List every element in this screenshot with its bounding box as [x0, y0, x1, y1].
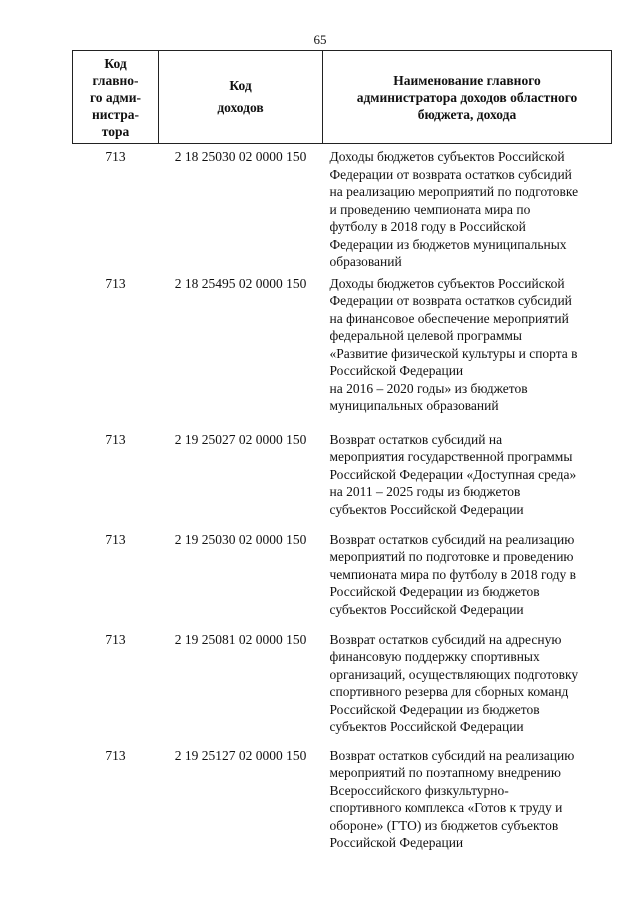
income-name-line: мероприятий по поэтапному внедрению — [329, 765, 561, 780]
income-name-line: мероприятия государственной программы — [329, 449, 573, 464]
table-row — [73, 527, 612, 627]
admin-code-cell: 713 — [105, 531, 126, 547]
income-name-line: организаций, осуществляющих подготовку — [329, 666, 579, 682]
header-admin-code-line: главно- — [92, 72, 139, 88]
income-name-line: Российской Федерации — [329, 363, 464, 378]
income-code-cell: 2 19 25127 02 0000 150 — [174, 747, 307, 763]
income-name-line: и проведению чемпионата мира по — [329, 201, 531, 217]
income-name-line: Федерации от возврата остатков субсидий — [329, 166, 572, 182]
table-row — [73, 743, 612, 859]
header-income-code-line: доходов — [217, 100, 264, 115]
income-name-line: Всероссийского физкультурно- — [329, 782, 509, 798]
admin-code-cell: 713 — [105, 275, 126, 291]
admin-code-cell: 713 — [105, 631, 126, 647]
income-name-line: Возврат остатков субсидий на реализацию — [329, 531, 575, 547]
income-name-cell — [323, 627, 612, 743]
income-name-line: Федерации из бюджетов муниципальных — [329, 236, 567, 252]
header-admin-code-line: го адми- — [90, 89, 141, 105]
income-code-cell: 2 19 25030 02 0000 150 — [174, 531, 307, 547]
income-name-line: финансовую поддержку спортивных — [329, 649, 540, 664]
income-code-cell: 2 18 25030 02 0000 150 — [174, 149, 307, 164]
income-name-cell — [323, 271, 612, 427]
revenue-table — [72, 50, 612, 859]
income-name-line: Доходы бюджетов субъектов Российской — [329, 149, 565, 164]
admin-code-cell: 713 — [105, 431, 126, 447]
income-code-cell: 2 19 25027 02 0000 150 — [174, 431, 307, 447]
income-code-cell: 2 18 25495 02 0000 150 — [174, 275, 307, 291]
income-name-line: Доходы бюджетов субъектов Российской — [329, 275, 565, 291]
income-name-line: мероприятий по подготовке и проведению — [329, 549, 574, 564]
admin-code-cell: 713 — [105, 747, 126, 763]
header-admin-code-line: нистра- — [91, 106, 140, 122]
table-row — [73, 144, 612, 271]
header-admin-code-line: тора — [101, 123, 130, 139]
income-name-line: спортивного комплекса «Готов к труду и — [329, 800, 563, 815]
income-name-line: обороне» (ГТО) из бюджетов субъектов — [329, 817, 559, 833]
income-name-line: Российской Федерации «Доступная среда» — [329, 466, 577, 482]
income-name-cell — [323, 743, 612, 859]
income-name-line: Федерации от возврата остатков субсидий — [329, 293, 572, 308]
income-name-line: субъектов Российской Федерации — [329, 601, 524, 617]
header-admin-code — [73, 51, 159, 144]
income-name-cell — [323, 527, 612, 627]
table-row — [73, 427, 612, 527]
income-name-line: на реализацию мероприятий по подготовке — [329, 184, 579, 199]
income-name-line: субъектов Российской Федерации — [329, 719, 524, 734]
table-row — [73, 627, 612, 743]
income-name-line: Возврат остатков субсидий на адресную — [329, 631, 562, 647]
income-name-line: на 2011 – 2025 годы из бюджетов — [329, 484, 521, 499]
income-name-cell — [323, 144, 612, 271]
income-name-line: Возврат остатков субсидий на — [329, 431, 503, 447]
income-name-cell — [323, 427, 612, 527]
income-name-line: «Развитие физической культуры и спорта в — [329, 345, 578, 361]
header-admin-code-line: Код — [104, 55, 127, 71]
header-name-line: Наименование главного — [393, 72, 541, 88]
income-name-line: субъектов Российской Федерации — [329, 501, 524, 517]
table-header-row — [73, 51, 612, 144]
income-name-line: чемпионата мира по футболу в 2018 году в — [329, 566, 576, 582]
income-name-line: на финансовое обеспечение мероприятий — [329, 310, 569, 326]
table-row — [73, 271, 612, 427]
income-name-line: муниципальных образований — [329, 398, 499, 413]
income-name-line: Российской Федерации — [329, 835, 464, 850]
header-income-code-line: Код — [229, 78, 252, 93]
income-code-cell: 2 19 25081 02 0000 150 — [174, 631, 307, 647]
income-name-line: Российской Федерации из бюджетов — [329, 701, 540, 717]
income-name-line: футболу в 2018 году в Российской — [329, 219, 526, 234]
header-name-line: бюджета, дохода — [417, 106, 517, 122]
admin-code-cell: 713 — [105, 149, 126, 164]
header-name-line: администратора доходов областного — [356, 89, 578, 105]
income-name-line: Российской Федерации из бюджетов — [329, 584, 540, 599]
income-name-line: на 2016 – 2020 годы» из бюджетов — [329, 380, 528, 396]
header-income-code — [159, 51, 323, 144]
income-name-line: Возврат остатков субсидий на реализацию — [329, 747, 575, 763]
income-name-line: спортивного резерва для сборных команд — [329, 684, 569, 699]
income-name-line: образований — [329, 254, 402, 269]
page-number: 65 — [313, 32, 327, 47]
header-name — [323, 51, 612, 144]
income-name-line: федеральной целевой программы — [329, 328, 522, 343]
